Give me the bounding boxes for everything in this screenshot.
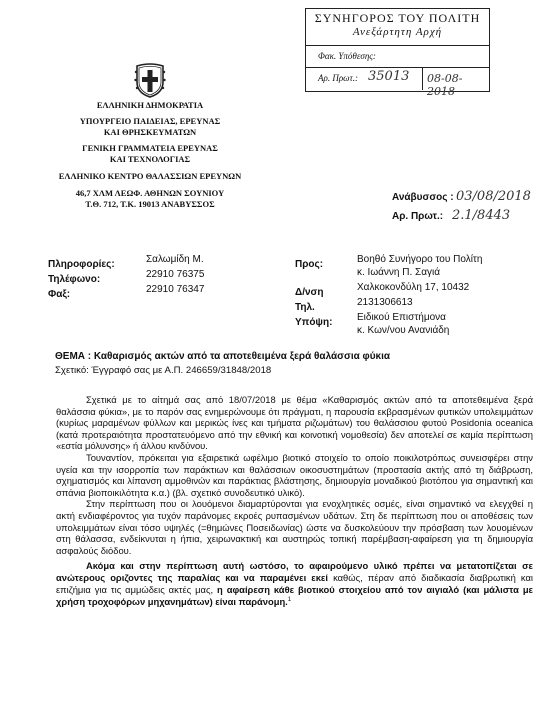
recipient-block <box>295 254 545 338</box>
info-label: Πληροφορίες: <box>48 259 115 270</box>
to-line: κ. Ιωάννη Π. Σαγιά <box>357 267 441 278</box>
to-line: Βοηθό Συνήγορο του Πολίτη <box>357 254 483 265</box>
place-label: Ανάβυσσος : <box>392 192 454 203</box>
emphasis: η αφαίρεση κάθε βιοτικού στοιχείου από τον αιγιαλό (και μάλιστα με χρήση τροχοφόρων μηχανημάτων) είναι παράνομη. <box>56 583 533 608</box>
contact-block <box>48 254 268 299</box>
info-value: Σαλωμίδη Μ. <box>146 254 204 265</box>
attn-line: Ειδικού Επιστήμονα <box>357 312 446 323</box>
paragraph-text: καθώς, πέραν από διαδικασία διαβρωτική και επιζήμια για τις αμμώδεις ακτές μας, <box>56 571 533 595</box>
attn-line: κ. Κων/νου Ανανιάδη <box>357 325 450 336</box>
stamp-fax-label: Φακ. Υπόθεσης: <box>318 51 376 61</box>
subject-label: ΘΕΜΑ : <box>55 351 92 362</box>
tel-label: Τηλ. <box>295 302 315 313</box>
address-value: Χαλκοκονδύλη 17, 10432 <box>357 282 470 293</box>
protocol-stamp <box>305 8 490 98</box>
subject-block <box>55 351 535 376</box>
related-doc: Σχετικό: Έγγραφό σας με Α.Π. 246659/31848/2018 <box>55 365 272 376</box>
fax-value: 22910 76347 <box>146 284 205 295</box>
paragraph: Τουναντίον, πρόκειται για εξαιρετικά ωφέλιμο βιοτικό στοιχείο το οποίο ποικιλοτρόπως συνεισφέρει στην υγεία και την ισορροπία των παράκτιων και θαλάσσιων οικοσυστημάτων (προστασία ακτής από τη διάβρωση, σχηματισμός και λίπανση αμμοθινών και παράκτιας βλάστησης, δημιουργία μοναδικού βιοτόπου για σημαντική και σπάνια βιοποικιλότητα κ.α.) (βλ. σχετικό συνοδευτικό υλικό). <box>56 451 533 498</box>
subject-text: Καθαρισμός ακτών από τα αποτεθειμένα ξερά θαλάσσια φύκια <box>93 351 391 362</box>
stamp-prot-number: 35013 <box>368 69 410 84</box>
stamp-subtitle: Ανεξάρτητη Αρχή <box>352 26 443 38</box>
phone-label: Τηλέφωνο: <box>48 274 101 285</box>
paragraph <box>56 560 533 608</box>
letter-date: 03/08/2018 <box>456 189 531 204</box>
attn-label: Υπόψη: <box>295 317 333 328</box>
to-label: Προς: <box>295 259 324 270</box>
greek-coat-of-arms-icon <box>133 62 167 98</box>
stamp-fax-row <box>306 45 489 68</box>
sender-line: ΕΛΛΗΝΙΚΟ ΚΕΝΤΡΟ ΘΑΛΑΣΣΙΩΝ ΕΡΕΥΝΩΝ <box>58 171 242 181</box>
paragraph: Στην περίπτωση που οι λουόμενοι διαμαρτύρονται για ενοχλητικές οσμές, είναι σημαντικό να ελεγχθεί η ακτή ενδιαφέροντος για τυχόν παράνομες εκροές ρυπασμένων υδάτων. Στη δε περίπτωση που οι αποθέσεις των υπολειμμάτων είναι τόσο υψηλές (=θημώνες Ποσειδωνίας) ώστε να δυσκολεύουν την πρόσβαση των λουομένων στη θάλασσα, ενδείκνυται η ήπια, χειρωνακτική και αυστηρώς τοπική παρέμβαση-αφαίρεση για τη δημιουργία ασφαλούς διόδου. <box>56 498 533 556</box>
sender-block <box>42 100 258 210</box>
sender-line: ΕΛΛΗΝΙΚΗ ΔΗΜΟΚΡΑΤΙΑ <box>96 100 204 110</box>
emphasis: Ακόμα και στην περίπτωση αυτή ωστόσο, το αφαιρούμενο υλικό πρέπει να μετατοπίζεται σε ανώτερους οριζοντες της παραλίας και να παραμένει εκεί <box>56 560 533 583</box>
stamp-prot-row <box>306 67 489 98</box>
fax-label: Φαξ: <box>48 289 71 300</box>
sender-line: ΥΠΟΥΡΓΕΙΟ ΠΑΙΔΕΙΑΣ, ΕΡΕΥΝΑΣ <box>79 116 221 126</box>
phone-value: 22910 76375 <box>146 269 205 280</box>
sender-line: ΓΕΝΙΚΗ ΓΡΑΜΜΑΤΕΙΑ ΕΡΕΥΝΑΣ <box>82 143 218 153</box>
stamp-prot-date: 08-08-2018 <box>427 72 463 98</box>
address-label: Δ/νση <box>295 287 324 298</box>
letter-body <box>56 394 533 608</box>
sender-line: ΚΑΙ ΤΕΧΝΟΛΟΓΙΑΣ <box>109 154 191 164</box>
footnote-mark: 1 <box>287 597 292 604</box>
stamp-prot-label: Αρ. Πρωτ.: <box>318 73 358 83</box>
sender-line: 46,7 ΧΛΜ ΛΕΩΦ. ΑΘΗΝΩΝ ΣΟΥΝΙΟΥ <box>75 188 225 198</box>
sender-line: ΚΑΙ ΘΡΗΣΚΕΥΜΑΤΩΝ <box>103 127 197 137</box>
letter-prot-label: Αρ. Πρωτ.: <box>392 211 444 222</box>
paragraph: Σχετικά με το αίτημά σας από 18/07/2018 με θέμα «Καθαρισμός ακτών από τα αποτεθειμένα ξερά θαλάσσια φύκια», με το παρόν σας ενημερώνουμε ότι πράγματι, η παρουσία εκβρασμένων φυτικών υπολειμμάτων (κυρίως μαραμένων φύλλων και μερικώς ίνες και τμήματα ριζωμάτων) του θαλάσσιου φυτού Posidonia oceanica (κατά προτεραιότητα προστατευόμενο από την εθνική και κοινοτική νομοθεσία) δεν αποτελεί σε καμία περίπτωση «εστία μόλυνσης» ή άλλου κινδύνου. <box>56 394 533 452</box>
letter-prot-number: 2.1/8443 <box>452 208 511 223</box>
place-date-block <box>392 190 542 225</box>
tel-value: 2131306613 <box>357 297 413 308</box>
stamp-title: ΣΥΝΗΓΟΡΟΣ ΤΟΥ ΠΟΛΙΤΗ <box>314 11 481 25</box>
sender-line: Τ.Θ. 712, Τ.Κ. 19013 ΑΝΑΒΥΣΣΟΣ <box>85 199 215 209</box>
